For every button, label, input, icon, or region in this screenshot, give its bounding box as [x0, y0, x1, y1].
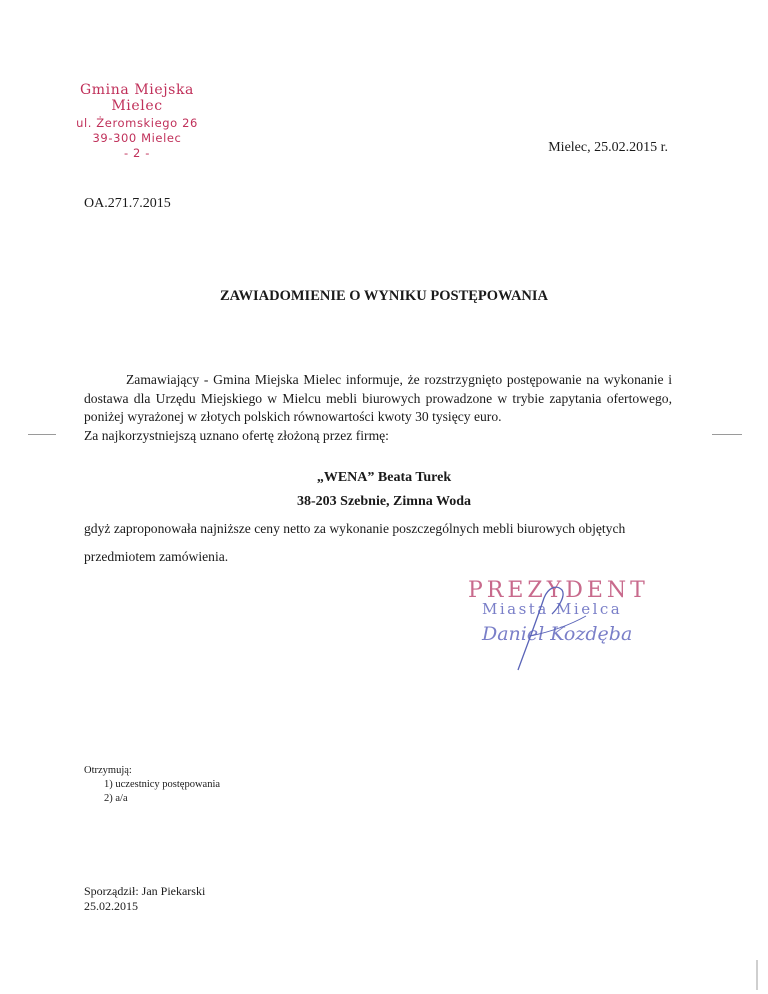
- seal-name: Daniel Kozdęba: [482, 623, 633, 645]
- document-title: ZAWIADOMIENIE O WYNIKU POSTĘPOWANIA: [219, 288, 549, 304]
- stamp-line-street: ul. Żeromskiego 26: [76, 116, 198, 130]
- stamp-line-page: - 2 -: [124, 146, 150, 160]
- body-paragraph: [84, 371, 672, 445]
- recipient-item: 2) a/a: [104, 793, 128, 804]
- prepared-by-block: [84, 884, 205, 914]
- announcement-text-last: Za najkorzystniejszą uznano ofertę złożoną przez firmę:: [84, 427, 389, 443]
- stamp-line-postcode: 39-300 Mielec: [92, 131, 182, 145]
- scan-mark-left: [28, 434, 56, 435]
- reference-number: OA.271.7.2015: [84, 196, 171, 211]
- announcement-text: Zamawiający - Gmina Miejska Mielec informuje, że rozstrzygnięto postępowanie na wykonanie i dostawa dla Urzędu Miejskiego w Mielcu mebli biurowych prowadzone w trybie zapytania ofertowego, poniżej wyrażonej w złotych polskich równowartości kwoty 30 tysięcy euro.: [84, 372, 672, 424]
- seal-city: Miasta Mielca: [482, 600, 623, 618]
- recipients-label: Otrzymują:: [84, 765, 132, 776]
- municipality-stamp: [52, 82, 222, 161]
- scan-edge-mark: [756, 960, 758, 990]
- stamp-line-name: Gmina Miejska Mielec: [79, 82, 194, 114]
- winner-address: 38-203 Szebnie, Zimna Woda: [297, 494, 471, 509]
- prepared-by: Sporządził: Jan Piekarski: [84, 884, 206, 898]
- reason-text: gdyż zaproponowała najniższe ceny netto za wykonanie poszczególnych mebli biurowych objętych przedmiotem zamówienia.: [84, 521, 626, 564]
- handwritten-signature: [460, 578, 660, 678]
- recipient-item: 1) uczestnicy postępowania: [104, 779, 221, 790]
- scan-mark-right: [712, 434, 742, 435]
- seal-title: PREZYDENT: [468, 578, 649, 603]
- prepared-date: 25.02.2015: [84, 899, 138, 913]
- winner-name: „WENA” Beata Turek: [316, 470, 452, 485]
- document-date: Mielec, 25.02.2015 r.: [548, 140, 668, 155]
- recipients-list: [84, 764, 220, 806]
- president-signature-stamp: [460, 578, 660, 678]
